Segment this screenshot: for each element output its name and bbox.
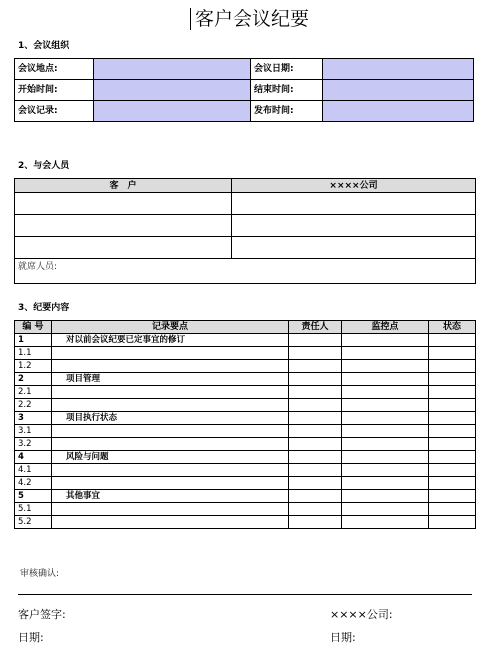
minutes-table-body	[15, 334, 476, 529]
responsible-cell[interactable]	[289, 464, 342, 477]
monitor-point-cell[interactable]	[342, 347, 429, 360]
present-persons-label[interactable]: 就席人员:	[15, 259, 476, 284]
location-label: 会议地点:	[15, 59, 94, 80]
table-row	[15, 386, 476, 399]
table-row	[15, 503, 476, 516]
status-cell[interactable]	[429, 464, 476, 477]
status-cell[interactable]	[429, 503, 476, 516]
table-row	[15, 347, 476, 360]
table-row	[15, 373, 476, 386]
row-number-cell[interactable]: 4.1	[15, 464, 52, 477]
record-point-cell[interactable]	[52, 425, 289, 438]
client-signature-label: 客户签字:	[18, 608, 66, 621]
document-title: 客户会议纪要	[194, 8, 309, 30]
responsible-cell[interactable]	[289, 386, 342, 399]
row-number-cell[interactable]: 3	[15, 412, 52, 425]
section-minutes-content: 3、纪要内容	[18, 303, 70, 313]
responsible-cell[interactable]	[289, 373, 342, 386]
start-time-label: 开始时间:	[15, 80, 94, 101]
end-time-field[interactable]	[323, 80, 474, 101]
client-attendee-cell[interactable]	[15, 237, 232, 259]
responsible-cell[interactable]	[289, 516, 342, 529]
table-row	[15, 490, 476, 503]
monitor-point-cell[interactable]	[342, 438, 429, 451]
monitor-point-cell[interactable]	[342, 451, 429, 464]
row-number-cell[interactable]: 1	[15, 334, 52, 347]
status-cell[interactable]	[429, 412, 476, 425]
monitor-point-cell[interactable]	[342, 373, 429, 386]
table-row	[15, 360, 476, 373]
table-row	[15, 193, 476, 215]
client-attendee-cell[interactable]	[15, 193, 232, 215]
row-number-cell[interactable]: 1.1	[15, 347, 52, 360]
status-cell[interactable]	[429, 373, 476, 386]
record-point-cell[interactable]	[52, 360, 289, 373]
meeting-info-table	[14, 58, 474, 122]
recorder-label: 会议记录:	[15, 101, 94, 122]
responsible-cell[interactable]	[289, 503, 342, 516]
status-cell[interactable]	[429, 399, 476, 412]
table-header-row	[15, 179, 476, 193]
company-column-header: ××××公司	[232, 179, 476, 193]
record-point-cell[interactable]: 对以前会议纪要已定事宜的修订	[52, 334, 289, 347]
responsible-cell[interactable]	[289, 360, 342, 373]
monitor-column-header: 监控点	[342, 321, 429, 334]
monitor-point-cell[interactable]	[342, 412, 429, 425]
end-time-label: 结束时间:	[251, 80, 323, 101]
table-row	[15, 451, 476, 464]
point-column-header: 记录要点	[52, 321, 289, 334]
status-cell[interactable]	[429, 477, 476, 490]
monitor-point-cell[interactable]	[342, 503, 429, 516]
row-number-cell[interactable]: 5.1	[15, 503, 52, 516]
responsible-cell[interactable]	[289, 451, 342, 464]
client-date-label: 日期:	[18, 631, 44, 644]
monitor-point-cell[interactable]	[342, 490, 429, 503]
status-column-header: 状态	[429, 321, 476, 334]
row-number-cell[interactable]: 2.2	[15, 399, 52, 412]
company-attendee-cell[interactable]	[232, 215, 476, 237]
company-attendee-cell[interactable]	[232, 237, 476, 259]
status-cell[interactable]	[429, 334, 476, 347]
table-row	[15, 334, 476, 347]
row-number-cell[interactable]: 3.1	[15, 425, 52, 438]
responsible-cell[interactable]	[289, 412, 342, 425]
monitor-point-cell[interactable]	[342, 425, 429, 438]
table-row	[15, 425, 476, 438]
monitor-point-cell[interactable]	[342, 334, 429, 347]
monitor-point-cell[interactable]	[342, 516, 429, 529]
row-number-cell[interactable]: 4.2	[15, 477, 52, 490]
client-column-header: 客 户	[15, 179, 232, 193]
responsible-cell[interactable]	[289, 490, 342, 503]
status-cell[interactable]	[429, 451, 476, 464]
responsible-cell[interactable]	[289, 334, 342, 347]
record-point-cell[interactable]	[52, 399, 289, 412]
responsible-cell[interactable]	[289, 399, 342, 412]
row-number-cell[interactable]: 2.1	[15, 386, 52, 399]
monitor-point-cell[interactable]	[342, 386, 429, 399]
status-cell[interactable]	[429, 386, 476, 399]
record-point-cell[interactable]	[52, 477, 289, 490]
responsible-cell[interactable]	[289, 425, 342, 438]
client-attendee-cell[interactable]	[15, 215, 232, 237]
table-row	[15, 438, 476, 451]
minutes-table	[14, 320, 476, 529]
status-cell[interactable]	[429, 425, 476, 438]
number-column-header: 编 号	[15, 321, 52, 334]
row-number-cell[interactable]: 3.2	[15, 438, 52, 451]
record-point-cell[interactable]	[52, 464, 289, 477]
table-row	[15, 237, 476, 259]
table-row	[15, 477, 476, 490]
row-number-cell[interactable]: 1.2	[15, 360, 52, 373]
publish-time-label: 发布时间:	[251, 101, 323, 122]
table-row	[15, 399, 476, 412]
status-cell[interactable]	[429, 490, 476, 503]
record-point-cell[interactable]	[52, 503, 289, 516]
status-cell[interactable]	[429, 360, 476, 373]
responsible-cell[interactable]	[289, 347, 342, 360]
date-label: 会议日期:	[251, 59, 323, 80]
table-row	[15, 215, 476, 237]
signature-divider	[18, 594, 472, 595]
location-field[interactable]	[94, 59, 251, 80]
recorder-field[interactable]	[94, 101, 251, 122]
company-date-label: 日期:	[330, 631, 356, 644]
row-number-cell[interactable]: 4	[15, 451, 52, 464]
table-row	[15, 101, 474, 122]
table-row	[15, 516, 476, 529]
table-row	[15, 464, 476, 477]
present-persons-row	[15, 259, 476, 284]
status-cell[interactable]	[429, 438, 476, 451]
record-point-cell[interactable]	[52, 438, 289, 451]
table-header-row	[15, 321, 476, 334]
record-point-cell[interactable]: 风险与问题	[52, 451, 289, 464]
responsible-column-header: 责任人	[289, 321, 342, 334]
monitor-point-cell[interactable]	[342, 464, 429, 477]
responsible-cell[interactable]	[289, 477, 342, 490]
company-signature-label: ××××公司:	[330, 608, 393, 621]
section-meeting-organization: 1、会议组织	[18, 41, 70, 51]
status-cell[interactable]	[429, 516, 476, 529]
section-attendees: 2、与会人员	[18, 161, 70, 171]
record-point-cell[interactable]: 项目执行状态	[52, 412, 289, 425]
row-number-cell[interactable]: 5.2	[15, 516, 52, 529]
status-cell[interactable]	[429, 347, 476, 360]
monitor-point-cell[interactable]	[342, 477, 429, 490]
row-number-cell[interactable]: 5	[15, 490, 52, 503]
monitor-point-cell[interactable]	[342, 399, 429, 412]
publish-time-field[interactable]	[323, 101, 474, 122]
monitor-point-cell[interactable]	[342, 360, 429, 373]
attendees-table	[14, 178, 476, 284]
row-number-cell[interactable]: 2	[15, 373, 52, 386]
date-field[interactable]	[323, 59, 474, 80]
record-point-cell[interactable]	[52, 347, 289, 360]
responsible-cell[interactable]	[289, 438, 342, 451]
table-row	[15, 80, 474, 101]
start-time-field[interactable]	[94, 80, 251, 101]
record-point-cell[interactable]	[52, 386, 289, 399]
record-point-cell[interactable]: 项目管理	[52, 373, 289, 386]
record-point-cell[interactable]: 其他事宜	[52, 490, 289, 503]
company-attendee-cell[interactable]	[232, 193, 476, 215]
review-confirm-label: 审核确认:	[20, 569, 60, 579]
table-row	[15, 412, 476, 425]
table-row	[15, 59, 474, 80]
record-point-cell[interactable]	[52, 516, 289, 529]
